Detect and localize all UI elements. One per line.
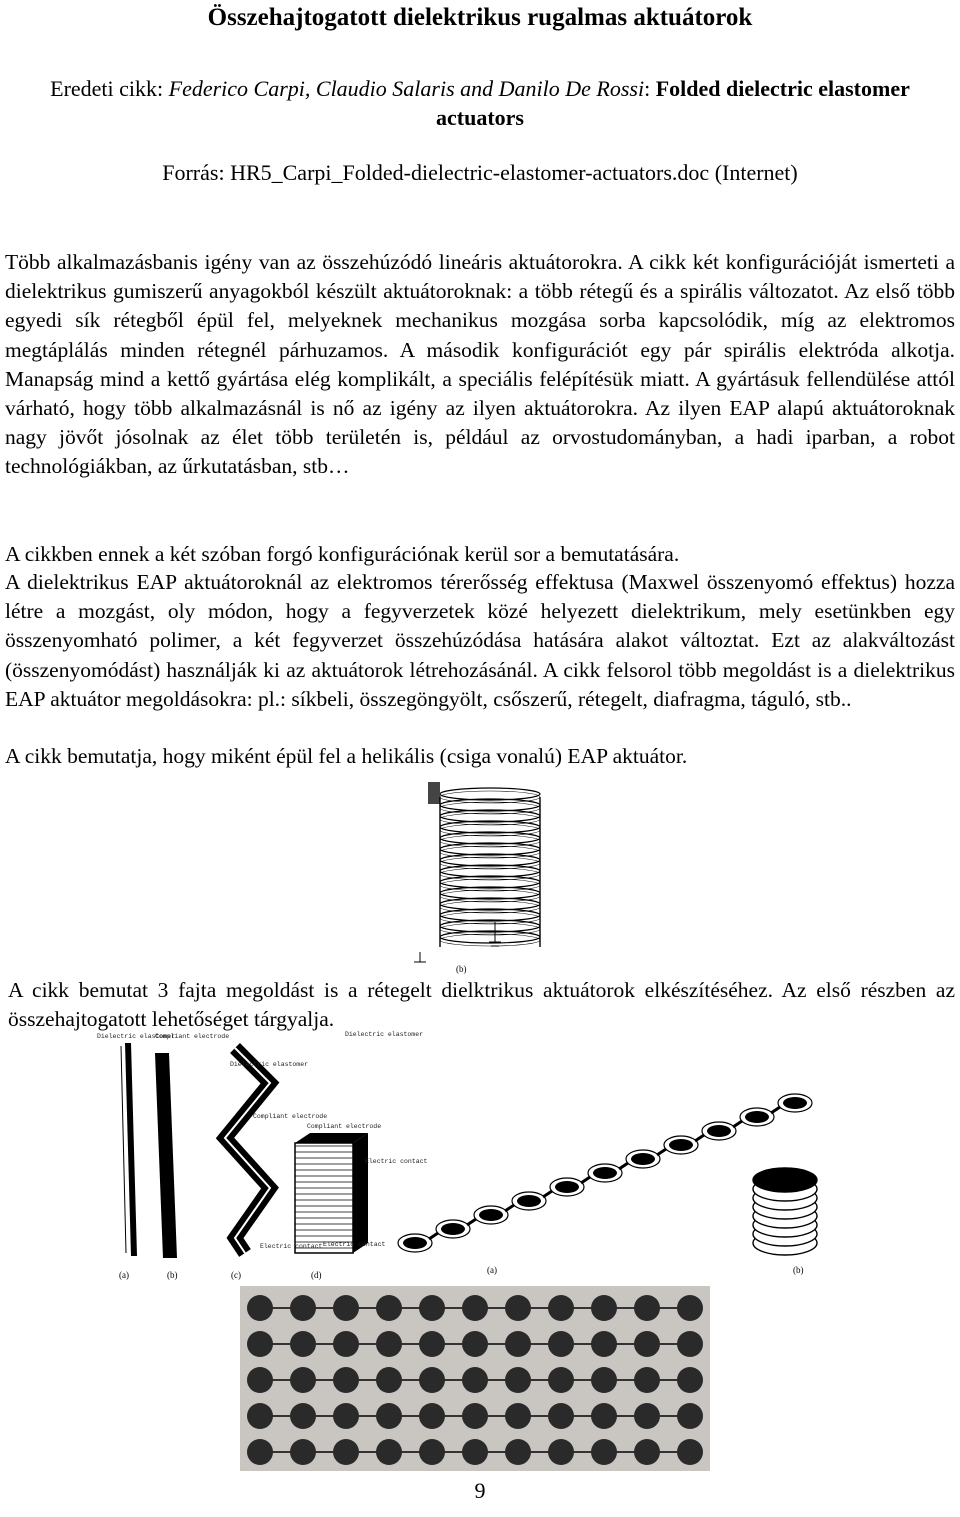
page-title: Összehajtogatott dielektrikus rugalmas aktuátorok [207, 4, 753, 31]
annotation-3: Dielectric elastomer [230, 1061, 309, 1068]
source-line: Forrás: HR5_Carpi_Folded-dielectric-elastomer-actuators.doc (Internet) [162, 160, 798, 185]
fig-label-c: (c) [231, 1270, 241, 1280]
paragraph-layered: A cikk bemutat 3 fajta megoldást is a rétegelt dielktrikus aktuátorok elkészítéséhez. Az első részben az összehajtogatott lehetőséget tárgyalja. [8, 978, 955, 1032]
original-separator: : [644, 76, 656, 101]
annotation-7: Electric contact [260, 1243, 323, 1250]
annotation-9: Electric contact [323, 1241, 386, 1248]
original-prefix: Eredeti cikk: [50, 76, 169, 101]
fig-label-right-b: (b) [793, 1265, 804, 1275]
page-number: 9 [474, 1478, 486, 1503]
paragraph-configs: A cikkben ennek a két szóban forgó konfigurációnak kerül sor a bemutatására. [5, 542, 680, 566]
fig-label-b: (b) [167, 1270, 178, 1280]
pad-matrix-photo [240, 1286, 710, 1471]
annotation-4: Compliant electrode [253, 1113, 328, 1120]
fig-label-right-a: (a) [487, 1265, 497, 1275]
fig-label-a: (a) [119, 1270, 129, 1280]
paragraph-dielectric: A dielektrikus EAP aktuátoroknál az elektromos térerősség effektusa (Maxwel összenyomó effektus) hozza létre a mozgást, oly módon, hogy a fegyverzetek közé helyezett dielektrikum, mely esetünkben egy összenyomható polimer, a két fegyverzet összehúzódása hatására alakot változtat. Ezt az alakváltozást (összenyomódást) használják ki az aktuátorok létrehozásánál. A cikk felsorol több megoldást is a dielektrikus EAP aktuátor megoldásokra: pl.: síkbeli, összegöngyölt, csőszerű, rétegelt, diafragma, táguló, stb.. [5, 570, 955, 711]
fig-label-d: (d) [311, 1270, 322, 1280]
annotation-8: Dielectric elastomer [345, 1031, 424, 1038]
paragraph-helical: A cikk bemutatja, hogy miként épül fel a helikális (csiga vonalú) EAP aktuátor. [5, 744, 688, 768]
original-authors: Federico Carpi, Claudio Salaris and Danilo De Rossi [168, 76, 645, 101]
annotation-6: Electric contact [365, 1158, 428, 1165]
original-article-line [20, 74, 940, 132]
annotation-1: Dielectric elastomer [97, 1033, 176, 1040]
annotation-2: Compliant electrode [155, 1033, 230, 1040]
helix-label: (b) [456, 964, 467, 974]
paragraph-intro: Több alkalmazásbanis igény van az összehúzódó lineáris aktuátorokra. A cikk két konfigurációját ismerteti a dielektrikus gumiszerű anyagokból készült aktuátoroknak: a több rétegű és a spirális változatot. Az első több egyedi sík rétegből épül fel, melyeknek mechanikus mozgása sorba kapcsolódik, míg az elektromos megtáplálás minden rétegnél párhuzamos. A második konfigurációt egy pár spirális elektróda alkotja. Manapság mind a kettő gyártása elég komplikált, a speciális felépítésük miatt. A gyártásuk fellendülése attól várható, hogy több alkalmazásnál is nő az igény az ilyen aktuátorokra. Az ilyen EAP alapú aktuátoroknak nagy jövőt jósolnak az élet több területén is, például az orvostudományban, a hadi iparban, a robot technológiákban, az űrkutatásban, stb… [5, 250, 955, 479]
folded-actuator-figure [85, 1028, 875, 1286]
original-paper-title: Folded dielectric elastomer actuators [436, 76, 910, 130]
annotation-5: Compliant electrode [307, 1123, 382, 1130]
helical-actuator-figure [410, 772, 570, 982]
